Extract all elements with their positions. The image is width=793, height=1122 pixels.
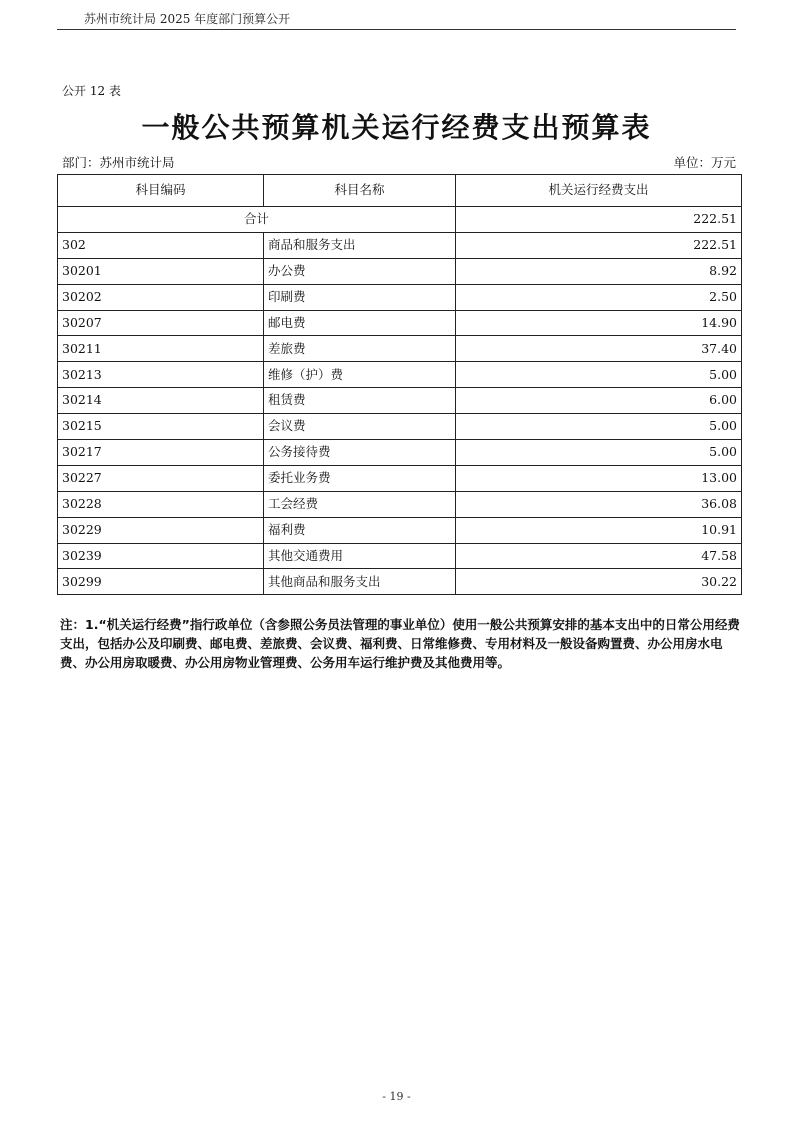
table-row (58, 336, 742, 362)
category-amount: 222.51 (456, 232, 742, 258)
header-divider (57, 29, 736, 30)
table-row (58, 310, 742, 336)
row-amount: 5.00 (456, 414, 742, 440)
row-name: 维修（护）费 (264, 362, 456, 388)
table-row (58, 362, 742, 388)
category-name: 商品和服务支出 (264, 232, 456, 258)
page-number: - 19 - (382, 1090, 411, 1103)
row-code: 30228 (58, 491, 264, 517)
row-name: 工会经费 (264, 491, 456, 517)
table-row (58, 440, 742, 466)
total-label: 合计 (58, 207, 456, 233)
row-amount: 6.00 (456, 388, 742, 414)
row-name: 其他交通费用 (264, 543, 456, 569)
row-code: 30215 (58, 414, 264, 440)
row-name: 办公费 (264, 258, 456, 284)
table-row (58, 569, 742, 595)
table-row (58, 491, 742, 517)
table-row (58, 258, 742, 284)
row-code: 30213 (58, 362, 264, 388)
row-amount: 13.00 (456, 465, 742, 491)
table-row (58, 284, 742, 310)
row-name: 差旅费 (264, 336, 456, 362)
row-name: 其他商品和服务支出 (264, 569, 456, 595)
category-row (58, 232, 742, 258)
row-code: 30239 (58, 543, 264, 569)
row-code: 30229 (58, 517, 264, 543)
table-header-row (58, 175, 742, 207)
footnote: 注：1.“机关运行经费”指行政单位（含参照公务员法管理的事业单位）使用一般公共预算安排的基本支出中的日常公用经费支出，包括办公及印刷费、邮电费、差旅费、会议费、福利费、日常维修费、专用材料及一般设备购置费、办公用房水电费、办公用房取暖费、办公用房物业管理费、公务用车运行维护费及其他费用等。 (60, 617, 740, 670)
table-number: 公开 12 表 (62, 84, 121, 98)
row-code: 30217 (58, 440, 264, 466)
department-label: 部门：苏州市统计局 (62, 155, 175, 170)
row-amount: 10.91 (456, 517, 742, 543)
row-code: 30211 (58, 336, 264, 362)
row-code: 30214 (58, 388, 264, 414)
row-code: 30227 (58, 465, 264, 491)
row-amount: 30.22 (456, 569, 742, 595)
page-header: 苏州市统计局 2025 年度部门预算公开 (84, 12, 291, 26)
row-name: 会议费 (264, 414, 456, 440)
page-title: 一般公共预算机关运行经费支出预算表 (141, 111, 652, 144)
row-amount: 2.50 (456, 284, 742, 310)
row-amount: 5.00 (456, 440, 742, 466)
table-row (58, 414, 742, 440)
total-row (58, 207, 742, 233)
table-row (58, 388, 742, 414)
row-name: 福利费 (264, 517, 456, 543)
total-amount: 222.51 (456, 207, 742, 233)
row-name: 委托业务费 (264, 465, 456, 491)
unit-label: 单位：万元 (673, 155, 736, 170)
table-row (58, 543, 742, 569)
row-code: 30201 (58, 258, 264, 284)
budget-table (57, 174, 742, 595)
row-amount: 14.90 (456, 310, 742, 336)
row-name: 租赁费 (264, 388, 456, 414)
row-amount: 5.00 (456, 362, 742, 388)
row-amount: 8.92 (456, 258, 742, 284)
table-row (58, 465, 742, 491)
row-code: 30202 (58, 284, 264, 310)
row-code: 30299 (58, 569, 264, 595)
column-header-amount: 机关运行经费支出 (456, 175, 742, 207)
row-code: 30207 (58, 310, 264, 336)
column-header-code: 科目编码 (58, 175, 264, 207)
row-name: 邮电费 (264, 310, 456, 336)
table-row (58, 517, 742, 543)
column-header-name: 科目名称 (264, 175, 456, 207)
row-name: 公务接待费 (264, 440, 456, 466)
row-amount: 36.08 (456, 491, 742, 517)
category-code: 302 (58, 232, 264, 258)
row-name: 印刷费 (264, 284, 456, 310)
row-amount: 47.58 (456, 543, 742, 569)
row-amount: 37.40 (456, 336, 742, 362)
